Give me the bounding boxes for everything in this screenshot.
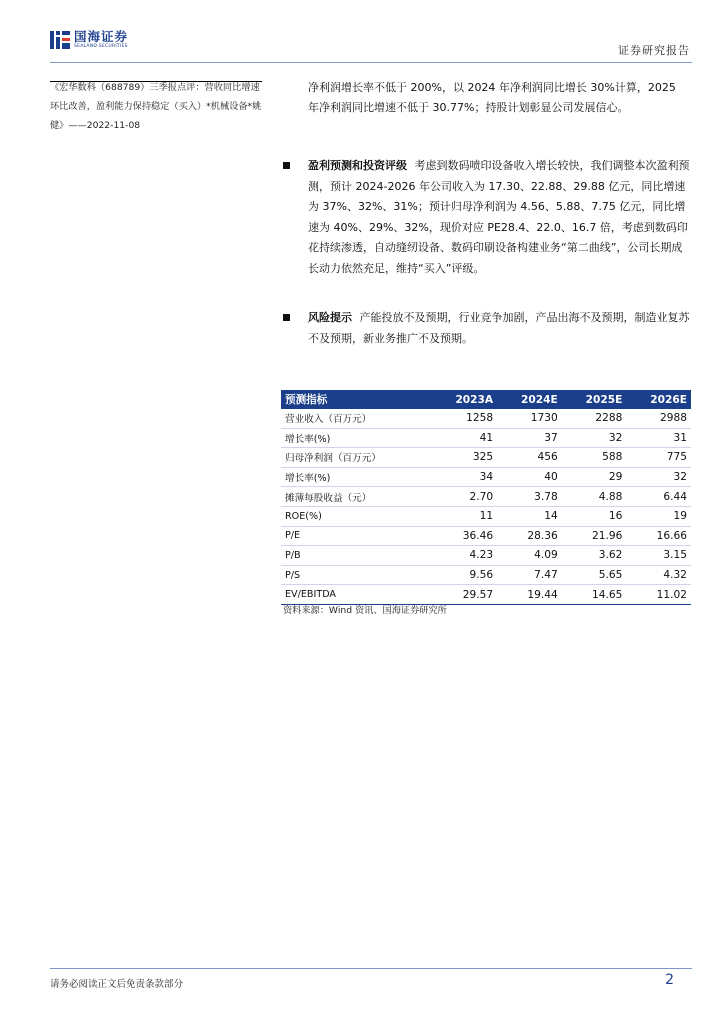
- table-cell: 16.66: [626, 526, 691, 546]
- table-cell: 4.09: [497, 546, 562, 566]
- row-label: 增长率(%): [281, 428, 431, 448]
- table-cell: 3.62: [562, 546, 627, 566]
- footer-disclaimer: 请务必阅读正文后免责条款部分: [50, 979, 184, 990]
- table-cell: 1730: [497, 409, 562, 428]
- table-header-row: [281, 390, 691, 409]
- bullet-profit-forecast-body: [308, 156, 690, 279]
- table-cell: 4.32: [626, 565, 691, 585]
- table-cell: 36.46: [431, 526, 497, 546]
- bullet-profit-forecast: [283, 156, 691, 279]
- column-header: 2026E: [626, 390, 691, 409]
- table-cell: 456: [497, 448, 562, 468]
- table-cell: 3.78: [497, 487, 562, 507]
- table-cell: 325: [431, 448, 497, 468]
- bullet-heading: 盈利预测和投资评级: [308, 159, 407, 172]
- bullet-risk-warning: [283, 308, 691, 349]
- table-cell: 37: [497, 428, 562, 448]
- forecast-table: [281, 390, 691, 605]
- report-type-label: 证券研究报告: [618, 44, 690, 57]
- table-cell: 32: [626, 467, 691, 487]
- row-label: P/B: [281, 546, 431, 566]
- table-cell: 3.15: [626, 546, 691, 566]
- row-label: P/E: [281, 526, 431, 546]
- row-label: P/S: [281, 565, 431, 585]
- table-row: [281, 428, 691, 448]
- table-cell: 2.70: [431, 487, 497, 507]
- logo-mark-icon: [50, 30, 70, 50]
- table-cell: 11: [431, 506, 497, 526]
- table-cell: 1258: [431, 409, 497, 428]
- table-cell: 9.56: [431, 565, 497, 585]
- header-divider: [50, 62, 692, 63]
- footer-divider: [50, 968, 692, 969]
- bullet-text: 产能投放不及预期，行业竞争加剧，产品出海不及预期，制造业复苏不及预期，新业务推广不及预期。: [308, 311, 690, 345]
- page-header: [50, 30, 692, 58]
- table-cell: 16: [562, 506, 627, 526]
- table-cell: 6.44: [626, 487, 691, 507]
- table-cell: 2288: [562, 409, 627, 428]
- table-cell: 28.36: [497, 526, 562, 546]
- table-cell: 29: [562, 467, 627, 487]
- column-header: 2023A: [431, 390, 497, 409]
- logo-name-en: SEALAND SECURITIES: [74, 44, 128, 49]
- table-cell: 41: [431, 428, 497, 448]
- table-row: [281, 467, 691, 487]
- bullet-heading: 风险提示: [308, 311, 352, 324]
- table-cell: 14.65: [562, 585, 627, 605]
- forecast-table-wrap: [281, 390, 691, 605]
- table-row: [281, 506, 691, 526]
- table-cell: 32: [562, 428, 627, 448]
- table-row: [281, 565, 691, 585]
- intro-text: 净利润增长率不低于 200%，以 2024 年净利润同比增长 30%计算，2025 年净利润同比增速不低于 30.77%；持股计划彰显公司发展信心。: [308, 81, 676, 114]
- table-cell: 40: [497, 467, 562, 487]
- table-cell: 34: [431, 467, 497, 487]
- row-label: 归母净利润（百万元）: [281, 448, 431, 468]
- table-cell: 21.96: [562, 526, 627, 546]
- table-row: [281, 526, 691, 546]
- table-cell: 588: [562, 448, 627, 468]
- table-row: [281, 409, 691, 428]
- company-logo: [50, 30, 128, 50]
- row-label: 营业收入（百万元）: [281, 409, 431, 428]
- table-cell: 4.23: [431, 546, 497, 566]
- row-label: ROE(%): [281, 506, 431, 526]
- row-label: EV/EBITDA: [281, 585, 431, 605]
- column-header: 预测指标: [281, 390, 431, 409]
- intro-paragraph: [308, 78, 690, 118]
- table-row: [281, 448, 691, 468]
- related-report-note: 《宏华数科（688789）三季报点评：营收同比增速环比改善，盈利能力保持稳定（买入）*机械设备*姚健》——2022-11-08: [50, 82, 262, 131]
- table-cell: 29.57: [431, 585, 497, 605]
- table-cell: 7.47: [497, 565, 562, 585]
- table-row: [281, 546, 691, 566]
- table-row: [281, 487, 691, 507]
- bullet-square-icon: [283, 162, 290, 169]
- logo-name-cn: 国海证券: [74, 29, 129, 44]
- page-number: 2: [665, 972, 674, 988]
- table-cell: 14: [497, 506, 562, 526]
- table-cell: 19.44: [497, 585, 562, 605]
- table-cell: 5.65: [562, 565, 627, 585]
- table-cell: 775: [626, 448, 691, 468]
- table-cell: 31: [626, 428, 691, 448]
- row-label: 增长率(%): [281, 467, 431, 487]
- bullet-text: 考虑到数码喷印设备收入增长较快，我们调整本次盈利预测，预计 2024-2026 年公司收入为 17.30、22.88、29.88 亿元，同比增速为 37%、32%、31%；预计归母净利润为 4.56、5.88、7.75 亿元，同比增速为 40%、29%、32%，现价对应 PE28.4、22.0、16.7 倍，考虑到数码印花持续渗透，自动缝纫设备、数码印刷设备构建业务“第二曲线”，公司长期成长动力依然充足，维持“买入”评级。: [308, 159, 690, 275]
- bullet-risk-warning-body: [308, 308, 690, 349]
- table-cell: 19: [626, 506, 691, 526]
- bullet-square-icon: [283, 314, 290, 321]
- table-cell: 4.88: [562, 487, 627, 507]
- column-header: 2025E: [562, 390, 627, 409]
- table-cell: 2988: [626, 409, 691, 428]
- column-header: 2024E: [497, 390, 562, 409]
- table-cell: 11.02: [626, 585, 691, 605]
- table-source-note: 资料来源：Wind 资讯、国海证券研究所: [283, 605, 447, 616]
- row-label: 摊薄每股收益（元）: [281, 487, 431, 507]
